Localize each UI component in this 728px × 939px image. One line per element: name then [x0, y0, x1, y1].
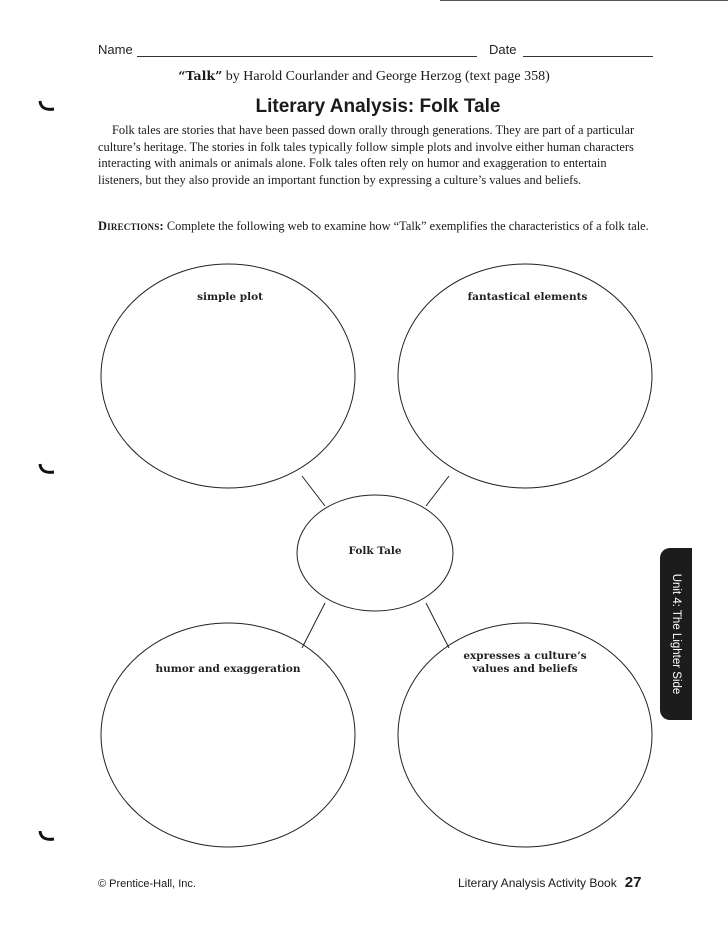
- node-label-fantastical-elements: fantastical elements: [467, 291, 588, 303]
- page-number: 27: [624, 874, 642, 891]
- node-label-simple-plot: simple plot: [197, 291, 263, 303]
- page-title: Literary Analysis: Folk Tale: [255, 96, 501, 117]
- date-label: Date: [489, 42, 517, 57]
- directions-text: Complete the following web to examine how “Talk” exemplifies the characteristics of a folk tale.: [163, 219, 649, 233]
- web-circle-bottom-left[interactable]: [101, 623, 355, 847]
- intro-paragraph: Folk tales are stories that have been passed down orally through generations. They are part of a particular culture’s heritage. The stories in folk tales typically follow simple plots and involve either human characters interacting with animals or animals alone. Folk tales often rely on humor and exaggeration to entertain listeners, but they also provide an important function by expressing a culture’s values and beliefs.: [98, 123, 635, 187]
- node-label-culture-values: [440, 650, 610, 676]
- unit-side-tab: [660, 548, 692, 720]
- connector-line: [302, 603, 325, 648]
- node-label-culture-values-line1: expresses a culture’s: [463, 650, 587, 662]
- connector-line: [426, 603, 449, 648]
- name-label: Name: [98, 42, 133, 57]
- node-label-humor-exaggeration: humor and exaggeration: [155, 663, 301, 675]
- node-label-culture-values-line2: values and beliefs: [472, 663, 578, 675]
- footer-book-info: [458, 874, 641, 891]
- directions-label: Directions:: [98, 219, 164, 233]
- connector-line: [302, 476, 325, 506]
- connector-line: [426, 476, 449, 506]
- story-byline: by Harold Courlander and George Herzog (text page 358): [222, 69, 550, 84]
- story-title: “Talk”: [178, 68, 223, 83]
- footer-copyright: © Prentice-Hall, Inc.: [98, 878, 196, 890]
- unit-side-tab-label: Unit 4: The Lighter Side: [670, 573, 682, 695]
- node-label-folk-tale: Folk Tale: [348, 545, 402, 557]
- footer-book-title: Literary Analysis Activity Book: [458, 876, 617, 890]
